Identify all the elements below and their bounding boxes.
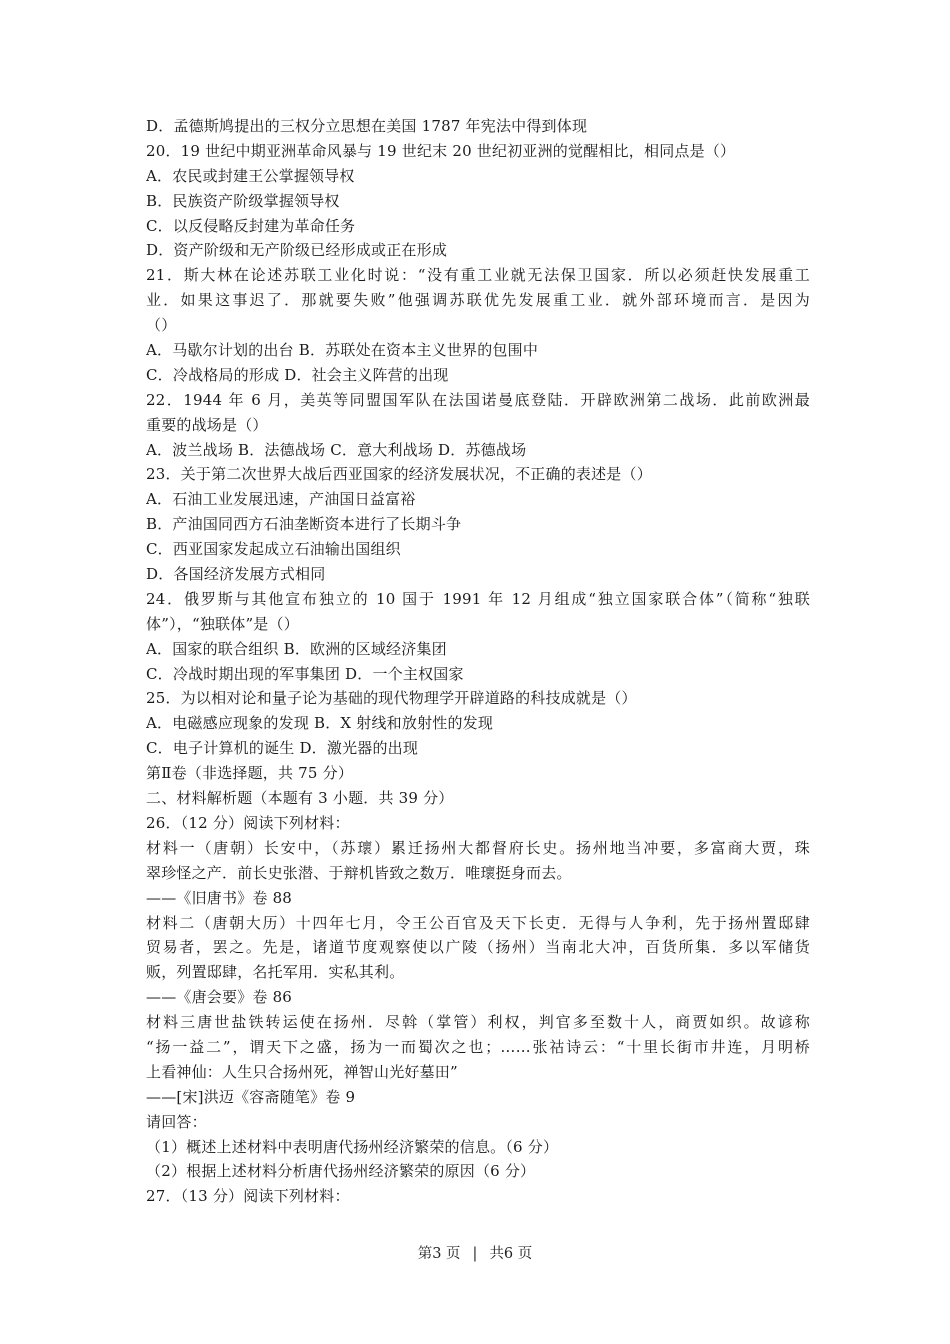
text-line: C．冷战格局的形成 D．社会主义阵营的出现 [146,365,449,384]
text-line: 20．19 世纪中期亚洲革命风暴与 19 世纪末 20 世纪初亚洲的觉醒相比，相同点是（） [146,141,736,160]
text-line: C．以反侵略反封建为革命任务 [146,216,356,235]
text-line: 26．（12 分）阅读下列材料： [146,813,350,832]
document-body [146,114,810,1209]
text-line: 重要的战场是（） [146,415,268,434]
text-line: 材料三唐世盐铁转运使在扬州．尽斡（掌管）利权，判官多至数十人，商贾如织。故谚称 [146,1013,810,1032]
text-line: ——《旧唐书》卷 88 [146,888,293,907]
text-line: D．资产阶级和无产阶级已经形成或正在形成 [146,241,448,260]
text-line: “扬一益二”，谓天下之盛，扬为一而蜀次之也；……张祜诗云：“十里长街市井连，月明桥 [146,1037,810,1056]
text-line: 请回答： [146,1112,207,1131]
text-line: A．波兰战场 B．法德战场 C．意大利战场 D．苏德战场 [146,440,527,459]
text-line: 业．如果这事迟了．那就要失败”他强调苏联优先发展重工业．就外部环境而言．是因为 [146,291,810,310]
page-total: 共6 页 [489,1246,533,1262]
text-line: 22．1944 年 6 月，美英等同盟国军队在法国诺曼底登陆．开辟欧洲第二战场．此前欧洲最 [146,390,810,409]
text-line: 贸易者，罢之。先是，诸道节度观察使以广陵（扬州）当南北大冲，百货所集．多以军储货 [146,938,810,957]
text-line: C．冷战时期出现的军事集团 D．一个主权国家 [146,664,464,683]
text-line: A．马歇尔计划的出台 B．苏联处在资本主义世界的包围中 [146,341,539,360]
page-number: 第3 页 [417,1246,461,1262]
text-line: ——《唐会要》卷 86 [146,988,293,1007]
text-line: 25．为以相对论和量子论为基础的现代物理学开辟道路的科技成就是（） [146,689,637,708]
text-line: 材料二（唐朝大历）十四年七月，令王公百官及天下长吏．无得与人争利，先于扬州置邸肆 [146,913,810,932]
text-line: 21．斯大林在论述苏联工业化时说：“没有重工业就无法保卫国家．所以必须赶快发展重工 [146,266,810,285]
text-line: A．石油工业发展迅速，产油国日益富裕 [146,490,416,509]
text-line: ——[宋]洪迈《容斋随笔》卷 9 [146,1087,356,1106]
page-footer [0,1242,950,1263]
text-line: 材料一（唐朝）长安中，（苏瓌）累迁扬州大都督府长史。扬州地当冲要，多富商大贾，珠 [146,838,810,857]
text-line: 翠珍怪之产．前长史张潜、于辩机皆致之数万．唯瓌挺身而去。 [146,863,572,882]
text-line: D．孟德斯鸠提出的三权分立思想在美国 1787 年宪法中得到体现 [146,117,588,135]
footer-separator: | [472,1246,478,1262]
text-line: 第Ⅱ卷（非选择题，共 75 分） [146,764,354,783]
text-line: 27．（13 分）阅读下列材料： [146,1187,350,1206]
text-line: 贩，列置邸肆，名托军用．实私其利。 [146,963,405,982]
text-line: 23．关于第二次世界大战后西亚国家的经济发展状况，不正确的表述是（） [146,465,652,484]
text-line: A．农民或封建王公掌握领导权 [146,166,355,185]
text-line: A．国家的联合组织 B．欧洲的区域经济集团 [146,639,447,658]
text-line: 二、材料解析题（本题有 3 小题．共 39 分） [146,789,454,808]
text-line: 24．俄罗斯与其他宣布独立的 10 国于 1991 年 12 月组成“独立国家联合体”（简称“独联 [146,589,810,608]
text-line: 体”），“独联体”是（） [146,614,299,633]
text-line: （1）概述上述材料中表明唐代扬州经济繁荣的信息。（6 分） [146,1137,559,1156]
text-line: B．民族资产阶级掌握领导权 [146,191,340,210]
text-line: （） [146,316,177,335]
text-line: （2）根据上述材料分析唐代扬州经济繁荣的原因（6 分） [146,1162,536,1181]
text-line: B．产油国同西方石油垄断资本进行了长期斗争 [146,515,462,534]
text-line: A．电磁感应现象的发现 B．X 射线和放射性的发现 [146,714,494,733]
text-line: D．各国经济发展方式相同 [146,565,326,584]
text-line: 上看神仙：人生只合扬州死，禅智山光好墓田” [146,1062,458,1081]
text-line: C．电子计算机的诞生 D．激光器的出现 [146,739,419,758]
text-line: C．西亚国家发起成立石油输出国组织 [146,540,401,559]
